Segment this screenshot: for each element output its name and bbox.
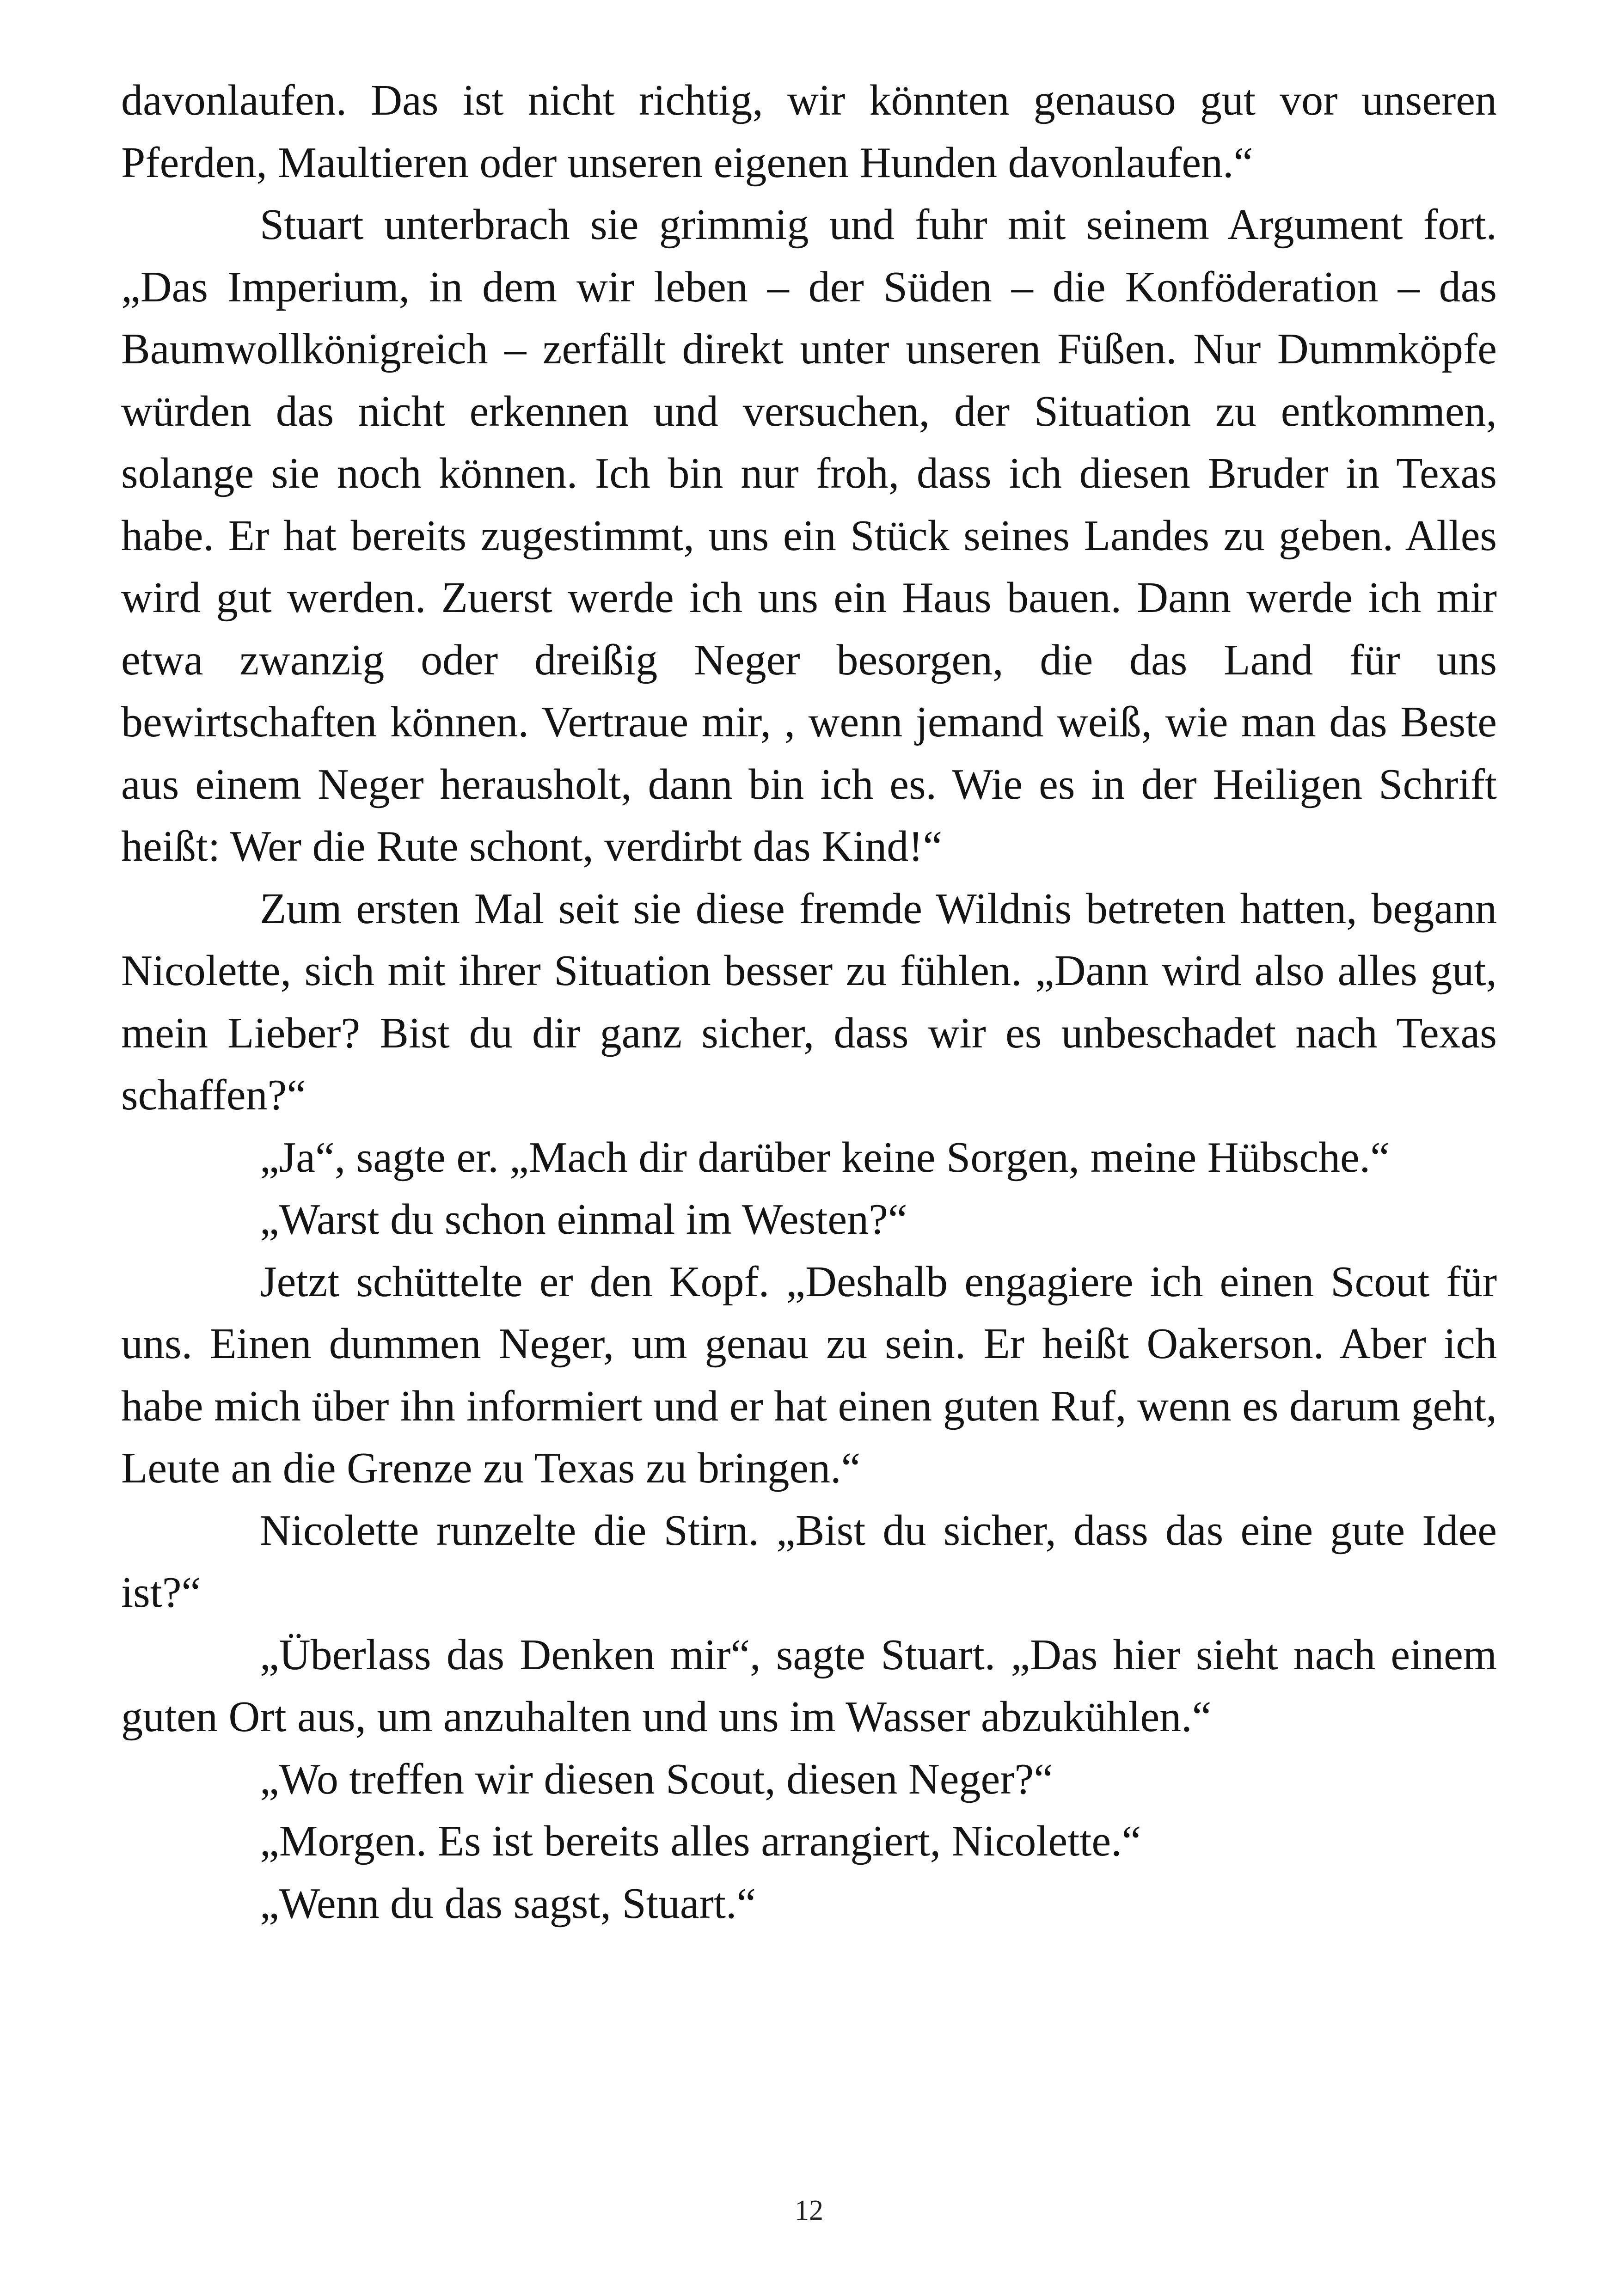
paragraph-stuart-argument: Stuart unterbrach sie grimmig und fuhr mit seinem Argument fort. „Das Imperium, in dem wir leben – der Süden – die Konföderation – das Baumwollkönigreich – zerfällt direkt unter unseren Füßen. Nur Dummköpfe würden das nicht erkennen und versuchen, der Situation zu entkommen, solange sie noch können. Ich bin nur froh, dass ich diesen Bruder in Texas habe. Er hat bereits zugestimmt, uns ein Stück seines Landes zu geben. Alles wird gut werden. Zuerst werde ich uns ein Haus bauen. Dann werde ich mir etwa zwanzig oder dreißig Neger besorgen, die das Land für uns bewirtschaften können. Vertraue mir, , wenn jemand weiß, wie man das Beste aus einem Neger herausholt, dann bin ich es. Wie es in der Heiligen Schrift heißt: Wer die Rute schont, verdirbt das Kind!“ (121, 201, 1497, 870)
paragraph-scout-explanation: Jetzt schüttelte er den Kopf. „Deshalb engagiere ich einen Scout für uns. Einen dummen Neger, um genau zu sein. Er heißt Oakerson. Aber ich habe mich über ihn informiert und er hat einen guten Ruf, wenn es darum geht, Leute an die Grenze zu Texas zu bringen.“ (121, 1257, 1497, 1492)
paragraph-continuation: davonlaufen. Das ist nicht richtig, wir könnten genauso gut vor unseren Pferden, Maultieren oder unseren eigenen Hunden davonlaufen.“ (121, 76, 1497, 187)
paragraph-nicolette-question: Zum ersten Mal seit sie diese fremde Wildnis betreten hatten, begann Nicolette, sich mit ihrer Situation besser zu fühlen. „Dann wird also alles gut, mein Lieber? Bist du dir ganz sicher, dass wir es unbeschadet nach Texas schaffen?“ (121, 884, 1497, 1119)
paragraph-ja-reply: „Ja“, sagte er. „Mach dir darüber keine Sorgen, meine Hübsche.“ (260, 1133, 1390, 1182)
page-number: 12 (795, 2195, 823, 2226)
paragraph-westen-question: „Warst du schon einmal im Westen?“ (260, 1195, 907, 1243)
paragraph-stuart-stop: „Überlass das Denken mir“, sagte Stuart. „Das hier sieht nach einem guten Ort aus, um anzuhalten und uns im Wasser abzukühlen.“ (121, 1630, 1497, 1741)
paragraph-nicolette-doubt: Nicolette runzelte die Stirn. „Bist du sicher, dass das eine gute Idee ist?“ (121, 1506, 1497, 1616)
paragraph-tomorrow-reply: „Morgen. Es ist bereits alles arrangiert, Nicolette.“ (260, 1817, 1141, 1865)
paragraph-final-line: „Wenn du das sagst, Stuart.“ (260, 1879, 756, 1928)
body-text (121, 69, 1497, 1935)
paragraph-meeting-question: „Wo treffen wir diesen Scout, diesen Neger?“ (260, 1755, 1053, 1803)
